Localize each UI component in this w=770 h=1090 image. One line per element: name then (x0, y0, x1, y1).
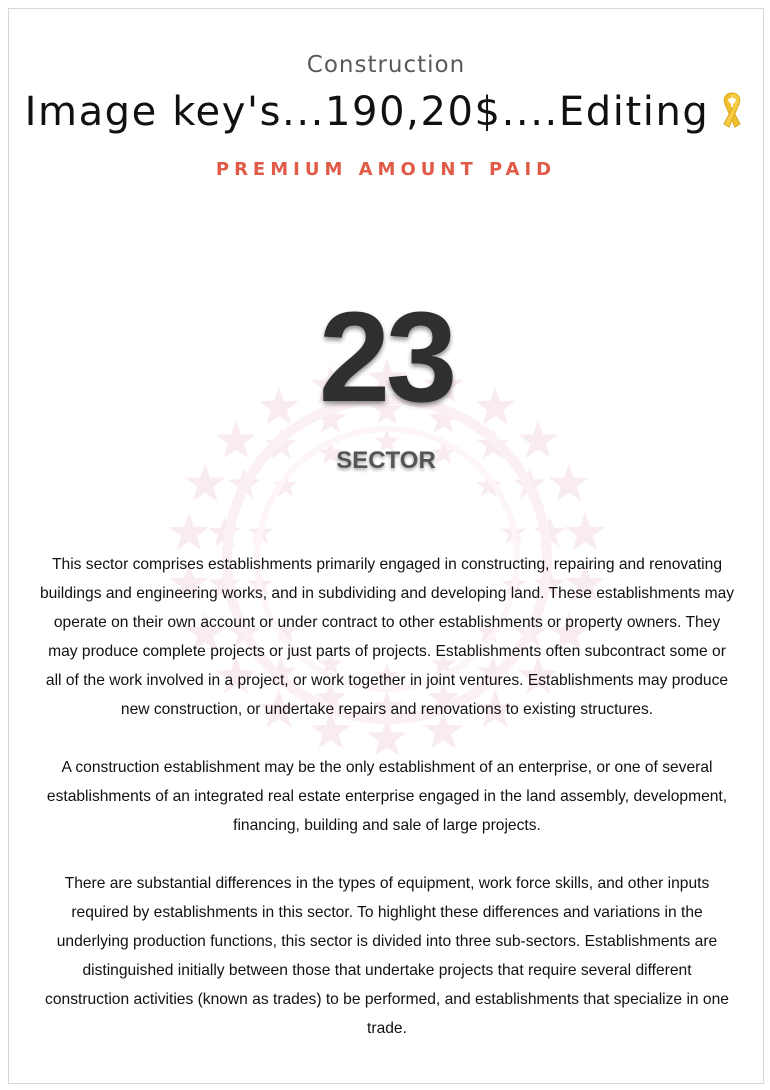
premium-amount-label: PREMIUM AMOUNT PAID (215, 159, 557, 180)
description-paragraph: A construction establishment may be the only establishment of an enterprise, or one of several establishments of an integrated real estate enterprise engaged in the land assembly, development, financing, building and sale of large projects. (46, 759, 728, 834)
sector-description (39, 550, 735, 1072)
sector-number: 23 (318, 286, 454, 429)
headline (9, 89, 763, 139)
awareness-ribbon-icon (717, 91, 747, 139)
headline-text: Image key's...190,20$....Editing (24, 89, 710, 135)
category-title: Construction (306, 52, 466, 78)
description-paragraph: There are substantial differences in the types of equipment, work force skills, and other inputs required by establishments in this sector. To highlight these differences and variations in the underlying production functions, this sector is divided into three sub-sectors. Establishments are distinguished initially between those that undertake projects that require several different construction activities (known as trades) to be performed, and establishments that specialize in one trade. (45, 875, 729, 1037)
watermark-star (169, 512, 209, 550)
description-paragraph: This sector comprises establishments primarily engaged in constructing, repairing and renovating buildings and engineering works, and in subdividing and developing land. These establishments may operate on their own account or under contract to other establishments or property owners. They may produce complete projects or just parts of projects. Establishments often subcontract some or all of the work involved in a project, or work together in joint ventures. Establishments may produce new construction, or undertake repairs and renovations to existing structures. (39, 556, 735, 718)
watermark-star (565, 512, 605, 550)
sector-card (8, 8, 764, 1084)
sector-label: SECTOR (336, 447, 436, 474)
